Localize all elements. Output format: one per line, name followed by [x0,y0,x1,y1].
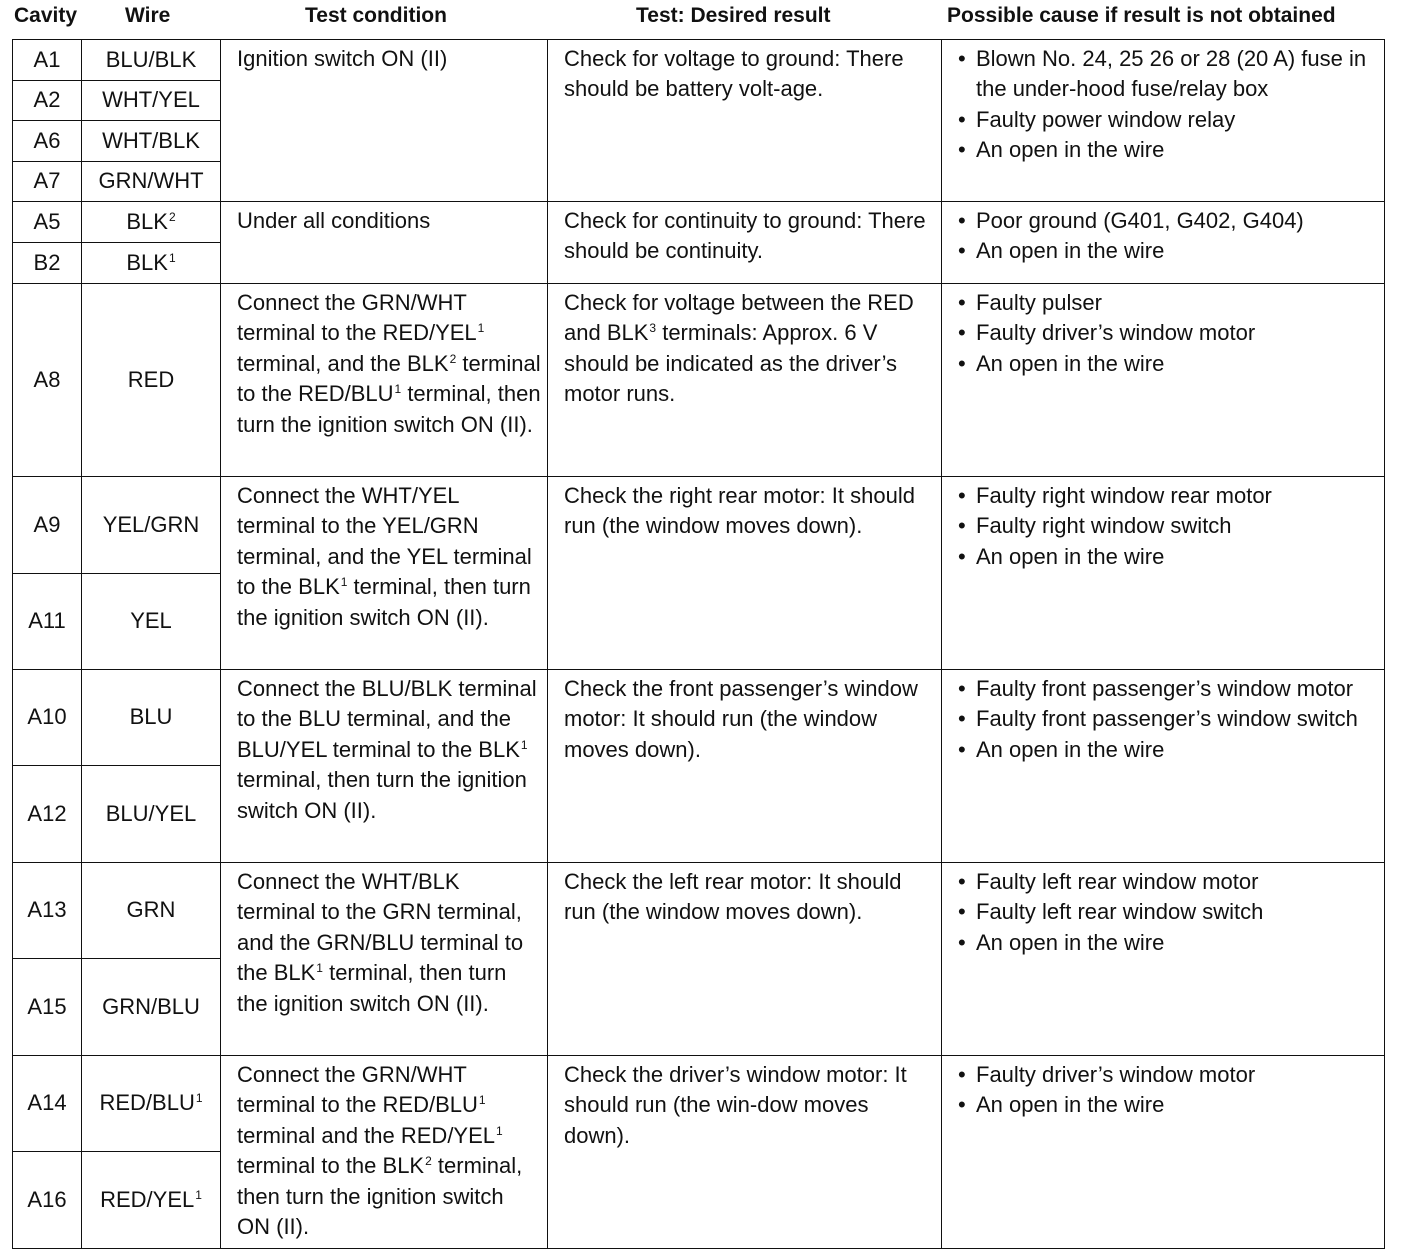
cause-item [954,735,1378,765]
wire-cell: BLU/YEL [82,766,221,863]
test-condition-cell: Under all conditions [221,202,548,284]
cause-list [954,206,1378,267]
cause-item [954,1090,1378,1120]
cavity-cell: A8 [13,284,82,477]
bullet-icon: • [958,869,966,894]
desired-result-cell: Check for voltage to ground: There should be battery volt-age. [548,40,942,202]
header-wire: Wire [125,4,171,27]
bullet-icon: • [958,137,966,163]
test-condition-cell: Connect the WHT/YEL terminal to the YEL/GRN terminal, and the YEL terminal to the BLK$^1$ terminal, then turn the ignition switch ON (II). [221,477,548,670]
wire-cell: BLU [82,670,221,766]
bullet-icon: • [958,513,966,539]
cause-item [954,44,1378,105]
bullet-icon: • [958,320,966,346]
wire-cell: YEL/GRN [82,477,221,574]
cause-item [954,349,1378,379]
desired-result-cell: Check the right rear motor: It should run (the window moves down). [548,477,942,670]
cause-item [954,288,1378,318]
possible-cause-cell [942,284,1385,477]
cause-text: Faulty right window rear motor [976,483,1272,508]
wire-cell: WHT/YEL [82,81,221,121]
cause-text: Faulty left rear window switch [976,899,1264,925]
cause-item [954,704,1378,734]
bullet-icon: • [958,350,966,376]
bullet-icon: • [958,1062,966,1087]
bullet-icon: • [958,106,966,132]
header-cavity: Cavity [14,4,78,27]
cause-text: An open in the wire [976,1092,1165,1118]
wire-cell: RED/YEL$^1$ [82,1152,221,1249]
table-row [13,284,1385,477]
possible-cause-cell [942,202,1385,284]
cause-item [954,481,1378,511]
bullet-icon: • [958,929,966,955]
cause-text: An open in the wire [976,137,1165,163]
cause-text: An open in the wire [976,350,1165,376]
cause-item [954,135,1378,165]
test-condition-cell: Connect the GRN/WHT terminal to the RED/YEL$^1$ terminal, and the BLK$^2$ terminal to the RED/BLU$^1$ terminal, then turn the ignition switch ON (II). [221,284,548,477]
wire-cell: GRN/WHT [82,162,221,202]
test-table [12,39,1385,1249]
cause-text: Faulty right window switch [976,513,1232,539]
desired-result-cell: Check the driver’s window motor: It should run (the win-dow moves down). [548,1056,942,1249]
cause-text: An open in the wire [976,929,1165,955]
cavity-cell: A5 [13,202,82,243]
cause-item [954,318,1378,348]
cause-item [954,867,1378,897]
wire-cell: GRN/BLU [82,959,221,1056]
cause-text: Faulty left rear window motor [976,869,1259,894]
cavity-cell: A10 [13,670,82,766]
header-desired-result: Test: Desired result [636,4,831,27]
cavity-cell: A15 [13,959,82,1056]
cause-item [954,236,1378,266]
cavity-cell: A2 [13,81,82,121]
possible-cause-cell [942,477,1385,670]
cavity-cell: A6 [13,121,82,162]
bullet-icon: • [958,543,966,569]
cavity-cell: A13 [13,863,82,959]
desired-result-cell: Check for continuity to ground: There should be continuity. [548,202,942,284]
wire-cell: BLK$^1$ [82,243,221,284]
cause-item [954,542,1378,572]
cavity-cell: A11 [13,574,82,670]
cause-list [954,481,1378,572]
cause-text: An open in the wire [976,543,1165,569]
cause-text: Faulty front passenger’s window switch [976,706,1358,732]
wire-cell: BLU/BLK [82,40,221,81]
wire-cell: RED [82,284,221,477]
bullet-icon: • [958,736,966,762]
cavity-cell: B2 [13,243,82,284]
cause-item [954,897,1378,927]
test-condition-cell: Ignition switch ON (II) [221,40,548,202]
cavity-cell: A1 [13,40,82,81]
cavity-cell: A16 [13,1152,82,1249]
cause-item [954,206,1378,236]
cause-text: An open in the wire [976,736,1165,762]
possible-cause-cell [942,1056,1385,1249]
bullet-icon: • [958,290,966,315]
test-condition-cell: Connect the GRN/WHT terminal to the RED/BLU$^1$ terminal and the RED/YEL$^1$ terminal to the BLK$^2$ terminal, then turn the ignition switch ON (II). [221,1056,548,1249]
cavity-cell: A14 [13,1056,82,1152]
test-table-body [13,40,1385,1249]
wire-cell: GRN [82,863,221,959]
header-possible-cause: Possible cause if result is not obtained [947,4,1336,27]
cause-text: Faulty power window relay [976,106,1236,132]
bullet-icon: • [958,46,966,71]
bullet-icon: • [958,676,966,701]
table-row [13,1056,1385,1152]
bullet-icon: • [958,238,966,264]
cause-list [954,674,1378,765]
test-condition-cell: Connect the BLU/BLK terminal to the BLU terminal, and the BLU/YEL terminal to the BLK$^1$ terminal, then turn the ignition switch ON (II). [221,670,548,863]
cause-item [954,674,1378,704]
cause-text: Faulty driver’s window motor [976,1062,1256,1087]
wire-cell: BLK$^2$ [82,202,221,243]
bullet-icon: • [958,899,966,925]
bullet-icon: • [958,706,966,732]
cause-item [954,1060,1378,1090]
cause-item [954,511,1378,541]
test-condition-cell: Connect the WHT/BLK terminal to the GRN terminal, and the GRN/BLU terminal to the BLK$^1$ terminal, then turn the ignition switch ON (II). [221,863,548,1056]
cause-text: An open in the wire [976,238,1165,264]
desired-result-cell: Check the left rear motor: It should run (the window moves down). [548,863,942,1056]
cause-text: Poor ground (G401, G402, G404) [976,208,1304,233]
bullet-icon: • [958,483,966,508]
cause-list [954,44,1378,166]
cause-list [954,288,1378,379]
table-row [13,477,1385,574]
possible-cause-cell [942,863,1385,1056]
cause-item [954,928,1378,958]
wire-cell: WHT/BLK [82,121,221,162]
bullet-icon: • [958,1092,966,1118]
table-row [13,202,1385,243]
cause-text: Blown No. 24, 25 26 or 28 (20 A) fuse in the under-hood fuse/relay box [976,46,1367,102]
table-header-row [0,0,1408,40]
header-test-condition: Test condition [305,4,447,27]
cause-text: Faulty front passenger’s window motor [976,676,1354,701]
cause-list [954,1060,1378,1121]
cause-text: Faulty pulser [976,290,1102,315]
cause-item [954,105,1378,135]
table-row [13,863,1385,959]
cavity-cell: A9 [13,477,82,574]
possible-cause-cell [942,670,1385,863]
bullet-icon: • [958,208,966,233]
wire-cell: RED/BLU$^1$ [82,1056,221,1152]
table-row [13,670,1385,766]
desired-result-cell: Check the front passenger’s window motor: It should run (the window moves down). [548,670,942,863]
cause-text: Faulty driver’s window motor [976,320,1256,346]
possible-cause-cell [942,40,1385,202]
table-row [13,40,1385,81]
wire-cell: YEL [82,574,221,670]
desired-result-cell: Check for voltage between the RED and BLK$^3$ terminals: Approx. 6 V should be indicated as the driver’s motor runs. [548,284,942,477]
cavity-cell: A7 [13,162,82,202]
cause-list [954,867,1378,958]
cavity-cell: A12 [13,766,82,863]
